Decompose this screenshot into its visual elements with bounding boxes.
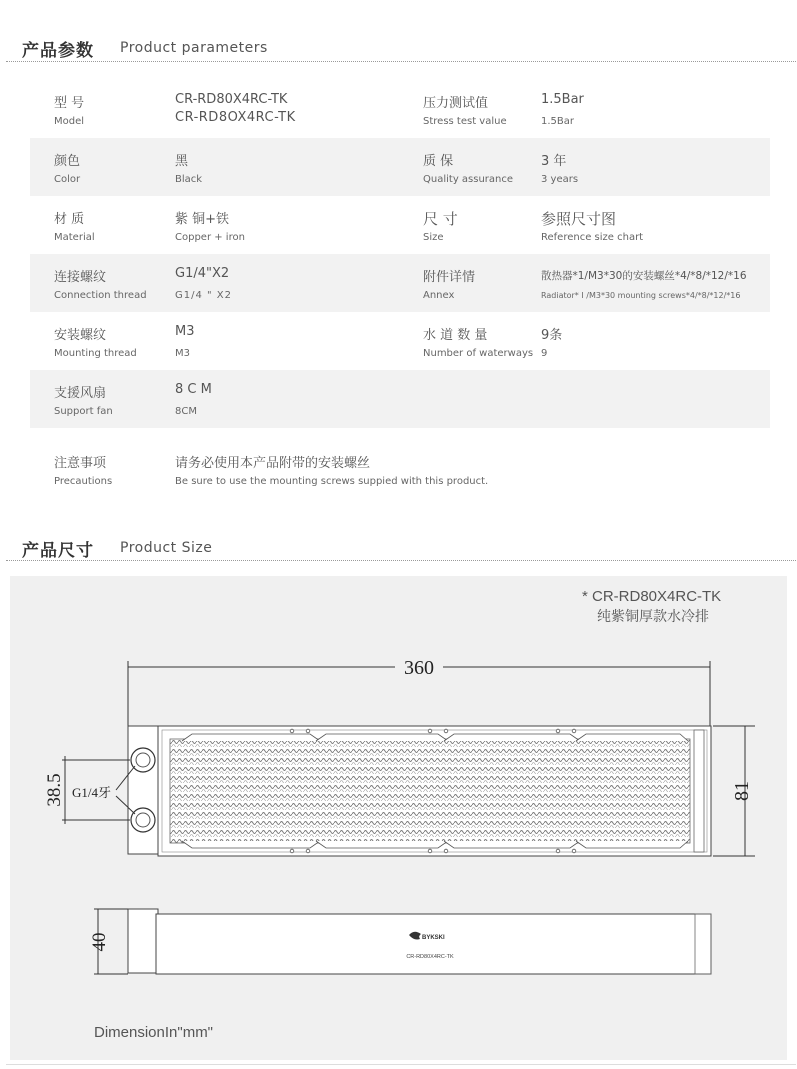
param-value-en: 8CM — [175, 406, 197, 417]
param-key-en: Number of waterways — [423, 348, 534, 359]
param-row-connection-thread — [30, 254, 770, 312]
param-value-en: Black — [175, 174, 203, 185]
param-value-zh: 黑 — [175, 154, 189, 169]
param-row-precautions — [30, 440, 770, 500]
param-value-en: Copper + iron — [175, 232, 245, 243]
param-key-zh: 尺 寸 — [423, 210, 458, 228]
param-key-en: Model — [54, 116, 85, 127]
unit-note: DimensionIn"mm" — [94, 1024, 214, 1041]
params-title-en: Product parameters — [120, 40, 268, 56]
radiator-side-view — [128, 909, 711, 974]
port-thread-label: G1/4牙 — [72, 785, 112, 800]
param-value-zh: 3 年 — [541, 154, 567, 169]
param-key-zh: 质 保 — [423, 154, 454, 169]
param-key-en: Color — [54, 174, 81, 185]
param-key-en: Precautions — [54, 476, 113, 487]
param-key-zh: 连接螺纹 — [54, 270, 107, 285]
size-section-header — [22, 536, 782, 562]
param-key-zh: 材 质 — [54, 212, 85, 227]
param-value-en: M3 — [175, 348, 190, 359]
divider — [6, 560, 796, 561]
param-value-en: CR-RD8OX4RC-TK — [175, 110, 296, 125]
param-key-zh: 压力测试值 — [423, 96, 489, 111]
thickness-value: 40 — [89, 932, 110, 952]
param-value-en: Be sure to use the mounting screws suppied with this product. — [175, 476, 489, 487]
param-key-zh: 支援风扇 — [54, 386, 107, 401]
brand-name: BYKSKI — [422, 935, 445, 941]
param-value-zh: 请务必使用本产品附带的安装螺丝 — [175, 456, 371, 471]
params-table — [30, 80, 770, 500]
param-key-zh: 注意事项 — [54, 456, 107, 471]
height-dimension — [713, 726, 755, 856]
param-key-zh: 附件详情 — [423, 270, 476, 285]
param-value-en: 1.5Bar — [541, 116, 575, 127]
param-key-zh: 型 号 — [54, 96, 85, 111]
param-value-zh: M3 — [175, 324, 195, 339]
height-value: 81 — [731, 781, 753, 801]
size-title-zh: 产品尺寸 — [22, 541, 94, 561]
param-key-en: Support fan — [54, 406, 113, 417]
param-value-zh: CR-RD80X4RC-TK — [175, 92, 288, 107]
divider — [6, 61, 796, 62]
param-value-zh: 紫 铜+铁 — [175, 212, 230, 227]
port-upper — [131, 748, 155, 772]
param-key-zh: 颜色 — [54, 154, 81, 169]
port-spacing-dimension — [44, 756, 135, 824]
length-value: 360 — [404, 657, 434, 679]
thickness-dimension — [89, 909, 128, 974]
radiator-front-view — [128, 726, 711, 856]
param-key-en: Size — [423, 232, 444, 243]
param-value-en: G1/4 " X2 — [175, 290, 233, 301]
length-dimension — [128, 657, 710, 726]
param-row-mounting-thread — [30, 312, 770, 370]
port-spacing-value: 38.5 — [44, 773, 65, 807]
param-key-en: Quality assurance — [423, 174, 514, 185]
param-key-en: Annex — [423, 290, 455, 301]
size-title-en: Product Size — [120, 540, 213, 556]
param-value-en: Reference size chart — [541, 232, 644, 243]
param-row-model — [30, 80, 770, 138]
side-model-label: CR-RD80X4RC-TK — [406, 954, 454, 960]
dimension-drawing-panel — [10, 576, 787, 1060]
param-value-zh: 1.5Bar — [541, 92, 584, 107]
param-row-color — [30, 138, 770, 196]
model-desc-label: 纯紫铜厚款水冷排 — [597, 609, 709, 625]
param-key-zh: 安装螺纹 — [54, 328, 107, 343]
param-key-en: Stress test value — [423, 116, 507, 127]
params-section-header — [22, 36, 782, 62]
param-value-zh: 散热器*1/M3*30的安装螺丝*4/*8/*12/*16 — [541, 270, 747, 282]
param-key-en: Mounting thread — [54, 348, 137, 359]
param-value-zh: 9条 — [541, 328, 563, 343]
param-key-zh: 水 道 数 量 — [423, 328, 488, 343]
dimension-drawing — [10, 576, 787, 1060]
param-key-en: Material — [54, 232, 95, 243]
param-row-support-fan — [30, 370, 770, 428]
param-value-en: 3 years — [541, 174, 579, 185]
param-value-zh: G1/4"X2 — [175, 266, 230, 281]
param-row-material — [30, 196, 770, 254]
bottom-divider — [6, 1064, 796, 1065]
model-code-label: * CR-RD80X4RC-TK — [582, 588, 722, 605]
param-value-en: 9 — [541, 348, 548, 359]
param-value-en: Radiator* I /M3*30 mounting screws*4/*8/*12/*16 — [541, 291, 741, 300]
params-title-zh: 产品参数 — [22, 41, 94, 61]
param-value-zh: 8 C M — [175, 382, 212, 397]
param-value-zh: 参照尺寸图 — [541, 210, 617, 228]
param-key-en: Connection thread — [54, 290, 147, 301]
port-lower — [131, 808, 155, 832]
